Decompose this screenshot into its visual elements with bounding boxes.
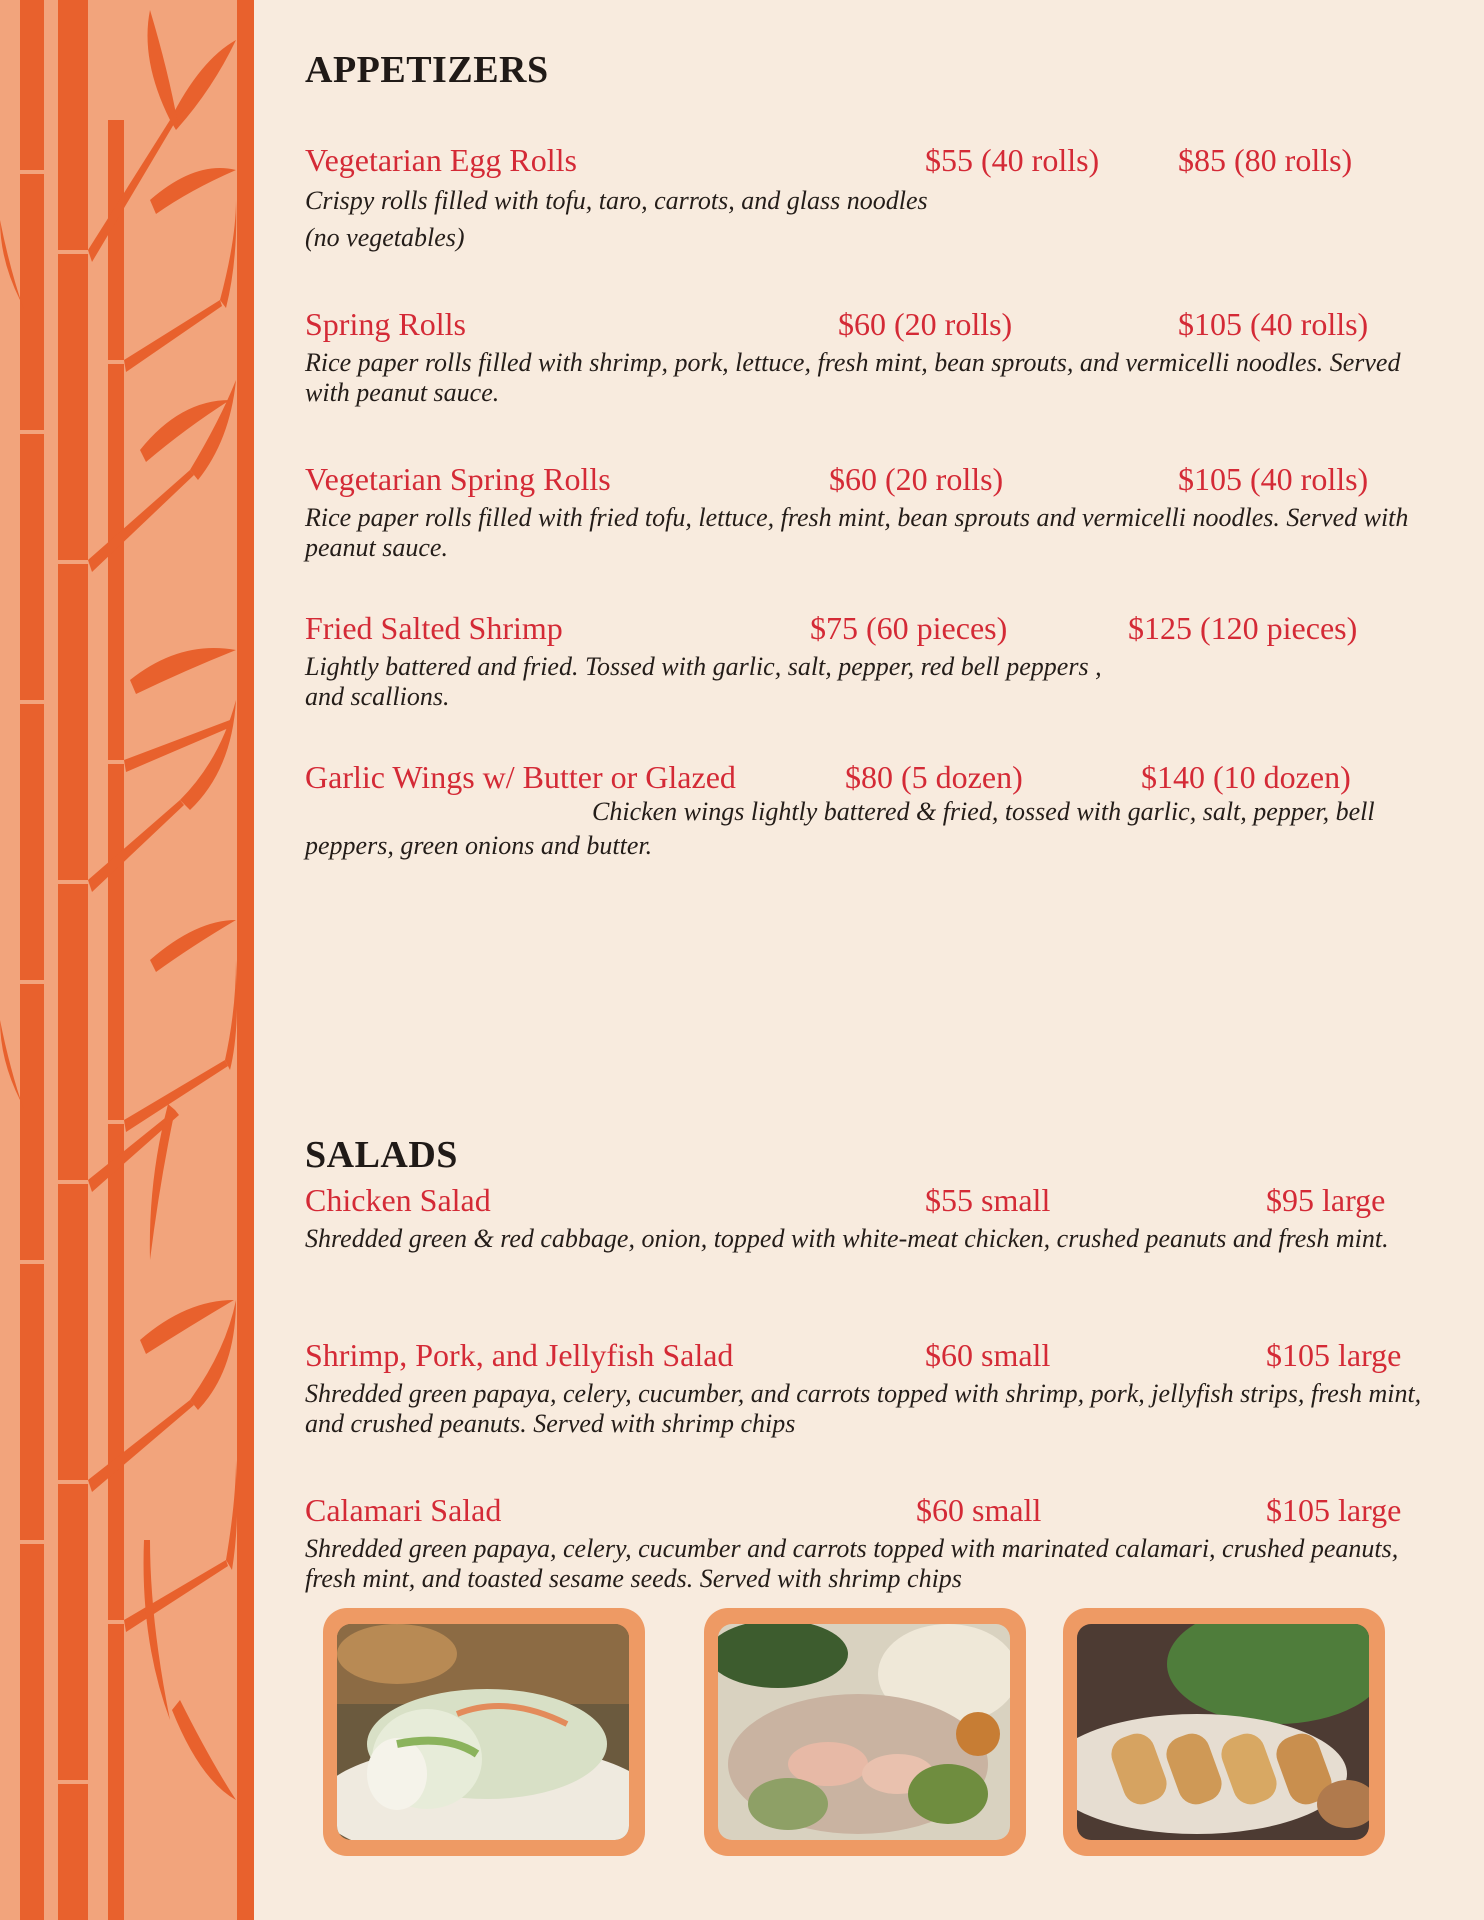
item-price-large: $105 large	[1266, 1492, 1402, 1528]
item-note: (no vegetables)	[305, 223, 465, 252]
menu-item-garlic-wings	[305, 759, 1455, 860]
salads-heading: SALADS	[305, 1134, 458, 1176]
item-description: Rice paper rolls filled with fried tofu, lettuce, fresh mint, bean sprouts and vermicelli noodles. Served with peanut sauce.	[305, 503, 1409, 562]
item-price-large: $105 (40 rolls)	[1178, 461, 1369, 497]
egg-rolls-photo-frame	[1063, 1608, 1385, 1856]
item-name: Vegetarian Spring Rolls	[305, 461, 611, 497]
jellyfish-salad-photo	[718, 1624, 1010, 1840]
egg-rolls-photo	[1077, 1624, 1369, 1840]
item-price-small: $60 (20 rolls)	[829, 461, 1004, 497]
item-name: Vegetarian Egg Rolls	[305, 142, 577, 178]
menu-item-chicken-salad	[305, 1182, 1455, 1253]
appetizers-heading: APPETIZERS	[305, 49, 549, 91]
item-price-small: $55 (40 rolls)	[925, 142, 1100, 178]
item-price-small: $55 small	[925, 1182, 1051, 1218]
menu-item-fried-salted-shrimp	[305, 610, 1455, 711]
item-name: Spring Rolls	[305, 306, 466, 342]
menu-item-spring-rolls	[305, 306, 1455, 407]
spring-rolls-photo-frame	[323, 1608, 645, 1856]
item-description: Rice paper rolls filled with shrimp, pork, lettuce, fresh mint, bean sprouts, and vermicelli noodles. Served with peanut sauce.	[305, 348, 1401, 407]
item-name: Shrimp, Pork, and Jellyfish Salad	[305, 1337, 734, 1373]
item-price-small: $75 (60 pieces)	[810, 610, 1008, 646]
item-name: Garlic Wings w/ Butter or Glazed	[305, 759, 736, 795]
item-price-large: $105 (40 rolls)	[1178, 306, 1369, 342]
menu-item-calamari-salad	[305, 1492, 1455, 1593]
item-price-large: $95 large	[1266, 1182, 1386, 1218]
bamboo-sidebar	[0, 0, 254, 1920]
item-description: Crispy rolls filled with tofu, taro, carrots, and glass noodles	[305, 186, 928, 215]
item-description: Shredded green & red cabbage, onion, topped with white-meat chicken, crushed peanuts and fresh mint.	[305, 1224, 1389, 1253]
item-description: Shredded green papaya, celery, cucumber, and carrots topped with shrimp, pork, jellyfish strips, fresh mint, and crushed peanuts. Served with shrimp chips	[305, 1379, 1422, 1438]
menu-item-vegetarian-egg-rolls	[305, 142, 1455, 252]
item-price-small: $60 (20 rolls)	[838, 306, 1013, 342]
item-description: Chicken wings lightly battered & fried, tossed with garlic, salt, pepper, bell peppers, green onions and butter.	[305, 797, 1375, 860]
spring-rolls-photo	[337, 1624, 629, 1840]
item-price-large: $125 (120 pieces)	[1128, 610, 1358, 646]
jellyfish-salad-photo-frame	[704, 1608, 1026, 1856]
bamboo-illustration	[0, 0, 254, 1920]
item-price-small: $60 small	[916, 1492, 1042, 1528]
sidebar-stripe	[237, 0, 254, 1920]
item-price-small: $80 (5 dozen)	[845, 759, 1023, 795]
item-price-large: $105 large	[1266, 1337, 1402, 1373]
item-price-small: $60 small	[925, 1337, 1051, 1373]
item-description: Lightly battered and fried. Tossed with garlic, salt, pepper, red bell peppers , and scallions.	[305, 652, 1102, 711]
item-name: Calamari Salad	[305, 1492, 502, 1528]
item-price-large: $85 (80 rolls)	[1178, 142, 1353, 178]
item-price-large: $140 (10 dozen)	[1141, 759, 1351, 795]
item-name: Chicken Salad	[305, 1182, 491, 1218]
menu-item-shrimp-pork-jellyfish-salad	[305, 1337, 1455, 1438]
item-description: Shredded green papaya, celery, cucumber and carrots topped with marinated calamari, crushed peanuts, fresh mint, and toasted sesame seeds. Served with shrimp chips	[305, 1534, 1399, 1593]
menu-item-vegetarian-spring-rolls	[305, 461, 1455, 562]
item-name: Fried Salted Shrimp	[305, 610, 563, 646]
